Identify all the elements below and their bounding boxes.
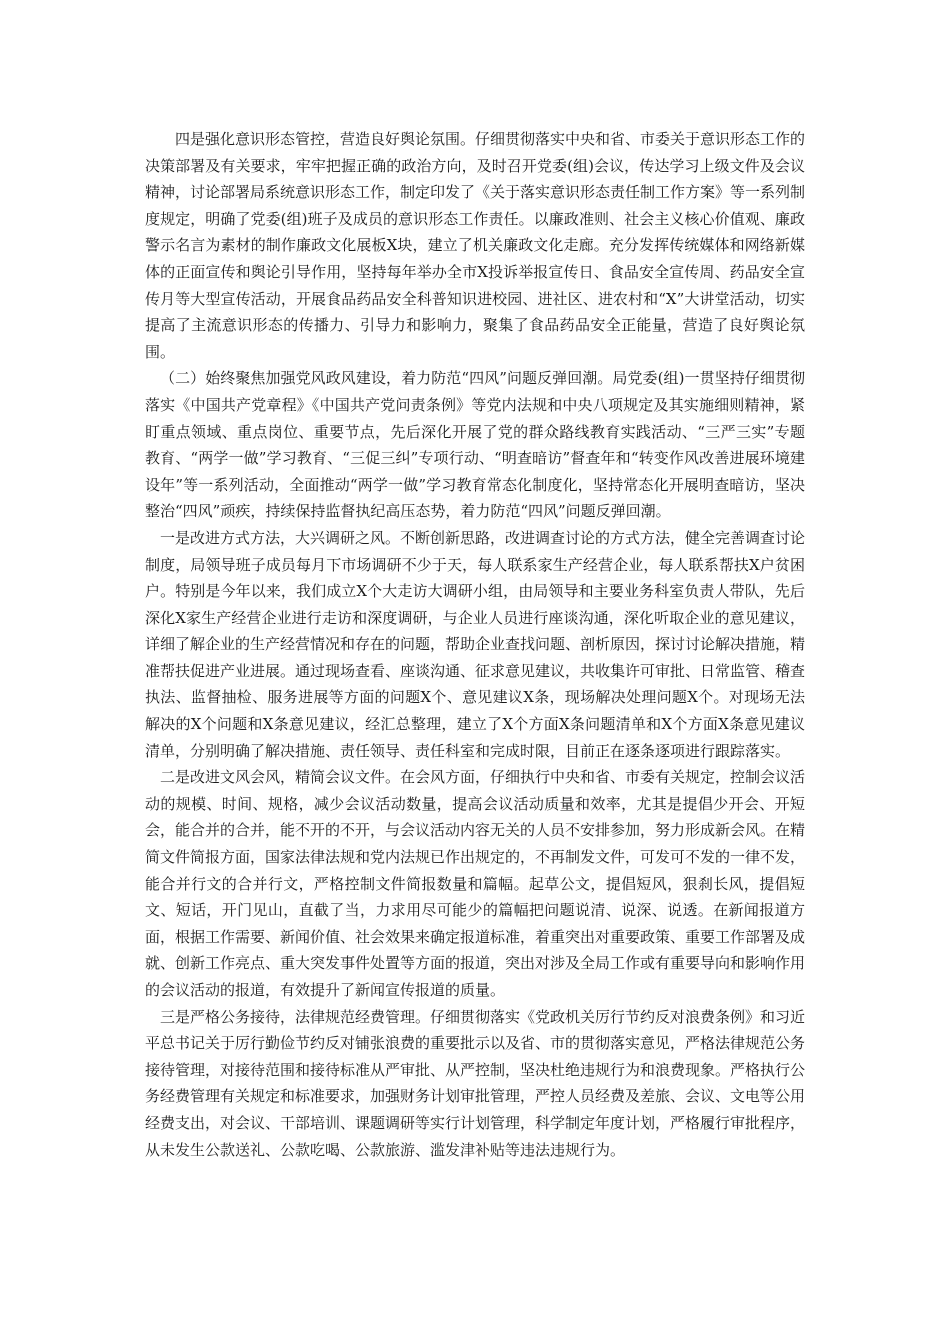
paragraph-meetings: 二是改进文风会风，精简会议文件。在会风方面，仔细执行中央和省、市委有关规定，控制会议活动的规模、时间、规格，减少会议活动数量，提高会议活动质量和效率，尤其是提倡少开会、开短会，能合并的合并，能不开的不开，与会议活动内容无关的人员不安排参加，努力形成新会风。在精简文件简报方面，国家法律法规和党内法规已作出规定的，不再制发文件，可发可不发的一律不发，能合并行文的合并行文，严格控制文件简报数量和篇幅。起草公文，提倡短风，狠刹长风，提倡短文、短话，开门见山，直截了当，力求用尽可能少的篇幅把问题说清、说深、说透。在新闻报道方面，根据工作需要、新闻价值、社会效果来确定报道标准，着重突出对重要政策、重要工作部署及成就、创新工作亮点、重大突发事件处置等方面的报道，突出对涉及全局工作或有重要导向和影响作用的会议活动的报道，有效提升了新闻宣传报道的质量。 <box>145 768 806 999</box>
paragraph-section-two: （二）始终聚焦加强党风政风建设，着力防范“四风”问题反弹回潮。局党委(组)一贯坚持仔细贯彻落实《中国共产党章程》《中国共产党问责条例》等党内法规和中央八项规定及其实施细则精神，紧盯重点领域、重点岗位、重要节点，先后深化开展了党的群众路线教育实践活动、“三严三实”专题教育、“两学一做”学习教育、“三促三纠”专项行动、“明查暗访”督查年和“转变作风改善进展环境建设年”等一系列活动，全面推动“两学一做”学习教育常态化制度化，坚持常态化开展明查暗访，坚决整治“四风”顽疾，持续保持监督执纪高压态势，着力防范“四风”问题反弹回潮。 <box>145 369 805 521</box>
document-body <box>145 126 805 1163</box>
paragraph-reception: 三是严格公务接待，法律规范经费管理。仔细贯彻落实《党政机关厉行节约反对浪费条例》和习近平总书记关于厉行勤俭节约反对铺张浪费的重要批示以及省、市的贯彻落实意见，严格法律规范公务接待管理，对接待范围和接待标准从严审批、从严控制，坚决杜绝违规行为和浪费现象。严格执行公务经费管理有关规定和标准要求，加强财务计划审批管理，严控人员经费及差旅、会议、文电等公用经费支出，对会议、干部培训、课题调研等实行计划管理，科学制定年度计划，严格履行审批程序，从未发生公款送礼、公款吃喝、公款旅游、滥发津补贴等违法违规行为。 <box>145 1007 806 1159</box>
paragraph-research: 一是改进方式方法，大兴调研之风。不断创新思路，改进调查讨论的方式方法，健全完善调查讨论制度，局领导班子成员每月下市场调研不少于天，每人联系家生产经营企业，每人联系帮扶X户贫困户。特别是今年以来，我们成立X个大走访大调研小组，由局领导和主要业务科室负责人带队，先后深化X家生产经营企业进行走访和深度调研，与企业人员进行座谈沟通，深化听取企业的意见建议，详细了解企业的生产经营情况和存在的问题，帮助企业查找问题、剖析原因，探讨讨论解决措施，精准帮扶促进产业进展。通过现场查看、座谈沟通、征求意见建议，共收集许可审批、日常监管、稽查执法、监督抽检、服务进展等方面的问题X个、意见建议X条，现场解决处理问题X个。对现场无法解决的X个问题和X条意见建议，经汇总整理，建立了X个方面X条问题清单和X个方面X条意见建议清单，分别明确了解决措施、责任领导、责任科室和完成时限，目前正在逐条逐项进行跟踪落实。 <box>145 528 806 760</box>
paragraph-ideology: 四是强化意识形态管控，营造良好舆论氛围。仔细贯彻落实中央和省、市委关于意识形态工作的决策部署及有关要求，牢牢把握正确的政治方向，及时召开党委(组)会议，传达学习上级文件及会议精神，讨论部署局系统意识形态工作，制定印发了《关于落实意识形态责任制工作方案》等一系列制度规定，明确了党委(组)班子及成员的意识形态工作责任。以廉政准则、社会主义核心价值观、廉政警示名言为素材的制作廉政文化展板X块，建立了机关廉政文化走廊。充分发挥传统媒体和网络新媒体的正面宣传和舆论引导作用，坚持每年举办全市X投诉举报宣传日、食品安全宣传周、药品安全宣传月等大型宣传活动，开展食品药品安全科普知识进校园、进社区、进农村和“X”大讲堂活动，切实提高了主流意识形态的传播力、引导力和影响力，聚集了食品药品安全正能量，营造了良好舆论氛围。 <box>145 130 806 361</box>
